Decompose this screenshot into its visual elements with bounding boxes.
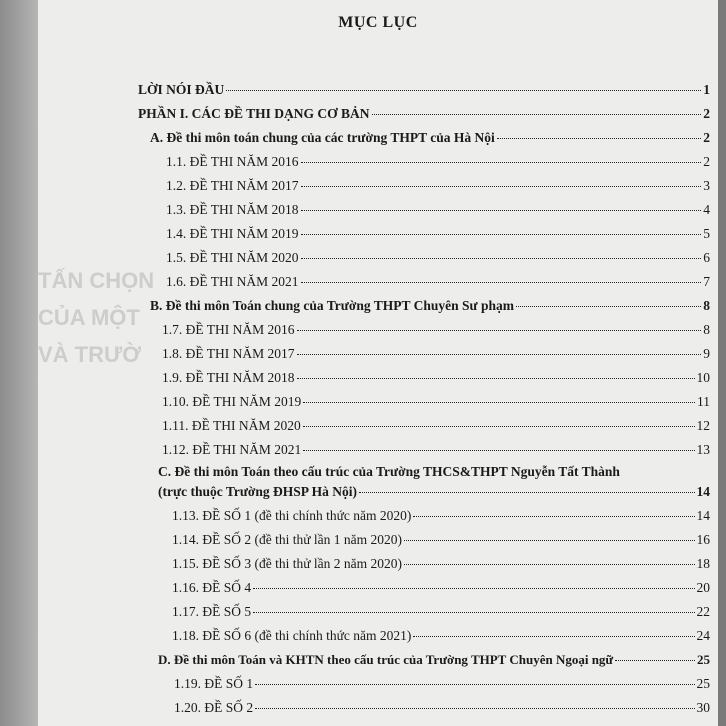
toc-entry[interactable]	[172, 628, 710, 644]
toc-leader-dots	[413, 515, 694, 517]
toc-page-number: 14	[696, 508, 710, 523]
toc-entry-section-a[interactable]	[150, 130, 710, 146]
toc-entry[interactable]	[172, 508, 710, 524]
toc-entry-label: 1.3. ĐỀ THI NĂM 2018	[166, 202, 299, 217]
toc-leader-dots	[301, 161, 702, 163]
toc-page-number: 2	[703, 130, 710, 145]
toc-entry-label: 1.15. ĐỀ SỐ 3 (đề thi thử lần 2 năm 2020)	[172, 556, 403, 571]
toc-entry[interactable]	[162, 322, 710, 338]
toc-entry[interactable]	[166, 154, 710, 170]
bleed-through-text: TẤN CHỌN	[38, 268, 155, 293]
toc-entry[interactable]	[172, 580, 710, 596]
toc-entry-label: PHẦN I. CÁC ĐỀ THI DẠNG CƠ BẢN	[138, 106, 370, 121]
toc-page-number: 11	[697, 394, 710, 409]
toc-page-number: 7	[703, 274, 710, 289]
toc-entry[interactable]	[166, 178, 710, 194]
toc-leader-dots	[301, 257, 702, 259]
toc-leader-dots	[516, 305, 701, 307]
toc-entry-label: 1.18. ĐỀ SỐ 6 (đề thi chính thức năm 2021)	[172, 628, 412, 643]
toc-page-number: 18	[696, 556, 710, 571]
toc-page-number: 22	[696, 604, 710, 619]
toc-entry[interactable]	[174, 676, 710, 692]
toc-entry[interactable]	[172, 532, 710, 548]
toc-entry-section-b[interactable]	[150, 298, 710, 314]
toc-leader-dots	[255, 707, 694, 709]
toc-entry[interactable]	[172, 604, 710, 620]
toc-leader-dots	[301, 209, 702, 211]
toc-page-number: 8	[703, 322, 710, 337]
toc-entry[interactable]	[172, 556, 710, 572]
toc-page-number: 1	[703, 82, 710, 97]
toc-entry-label: 1.19. ĐỀ SỐ 1	[174, 676, 254, 691]
toc-leader-dots	[255, 683, 694, 685]
toc-page-number: 14	[696, 484, 710, 499]
toc-leader-dots	[297, 353, 702, 355]
toc-entry-section-c-line1[interactable]: C. Đề thi môn Toán theo cấu trúc của Trường THCS&THPT Nguyễn Tất Thành	[158, 464, 620, 479]
toc-entry-label: 1.17. ĐỀ SỐ 5	[172, 604, 252, 619]
toc-entry[interactable]	[162, 442, 710, 458]
toc-page-number: 16	[696, 532, 710, 547]
toc-entry-label: D. Đề thi môn Toán và KHTN theo cấu trúc của Trường THPT Chuyên Ngoại ngữ	[158, 652, 614, 667]
toc-leader-dots	[413, 635, 694, 637]
toc-page-number: 6	[703, 250, 710, 265]
toc-entry-section-d[interactable]	[158, 652, 710, 668]
toc-entry-label: 1.10. ĐỀ THI NĂM 2019	[162, 394, 302, 409]
book-spine-shadow	[0, 0, 38, 726]
toc-page-number: 25	[697, 652, 710, 667]
toc-entry-label: 1.8. ĐỀ THI NĂM 2017	[162, 346, 295, 361]
toc-leader-dots	[372, 113, 702, 115]
toc-leader-dots	[497, 137, 702, 139]
toc-leader-dots	[615, 659, 695, 661]
toc-page-number: 2	[703, 154, 710, 169]
toc-entry[interactable]	[166, 226, 710, 242]
toc-page-number: 4	[703, 202, 710, 217]
toc-page-number: 20	[696, 580, 710, 595]
toc-entry[interactable]	[166, 250, 710, 266]
toc-entry-label: B. Đề thi môn Toán chung của Trường THPT Chuyên Sư phạm	[150, 298, 515, 313]
toc-leader-dots	[303, 401, 695, 403]
toc-leader-dots	[301, 281, 702, 283]
toc-entry[interactable]	[166, 274, 710, 290]
toc-leader-dots	[253, 587, 694, 589]
toc-entry-section-c[interactable]	[158, 484, 710, 500]
toc-entry-label: 1.2. ĐỀ THI NĂM 2017	[166, 178, 299, 193]
toc-page-number: 9	[703, 346, 710, 361]
toc-page-number: 3	[703, 178, 710, 193]
toc-page-number: 10	[696, 370, 710, 385]
toc-page-number: 30	[696, 700, 710, 715]
toc-leader-dots	[303, 449, 694, 451]
toc-entry-part-1[interactable]	[138, 106, 710, 122]
toc-page-number: 24	[696, 628, 710, 643]
toc-leader-dots	[301, 185, 702, 187]
toc-leader-dots	[297, 329, 702, 331]
toc-leader-dots	[297, 377, 695, 379]
toc-entry-label: 1.7. ĐỀ THI NĂM 2016	[162, 322, 295, 337]
toc-leader-dots	[253, 611, 694, 613]
page-edge	[718, 0, 726, 726]
toc-entry-label: LỜI NÓI ĐẦU	[138, 82, 225, 97]
toc-entry-label: 1.11. ĐỀ THI NĂM 2020	[162, 418, 301, 433]
toc-entry-label: 1.14. ĐỀ SỐ 2 (đề thi thử lần 1 năm 2020)	[172, 532, 403, 547]
toc-entry[interactable]	[162, 370, 710, 386]
toc-leader-dots	[226, 89, 701, 91]
bleed-through-text: CỦA MỘT	[38, 305, 140, 330]
toc-page-number: 12	[696, 418, 710, 433]
toc-leader-dots	[359, 491, 694, 493]
document-page	[38, 0, 718, 726]
toc-entry[interactable]	[162, 418, 710, 434]
toc-entry-label: 1.6. ĐỀ THI NĂM 2021	[166, 274, 299, 289]
toc-entry[interactable]	[162, 394, 710, 410]
toc-entry-label: 1.13. ĐỀ SỐ 1 (đề thi chính thức năm 2020)	[172, 508, 412, 523]
toc-entry-label: A. Đề thi môn toán chung của các trường THPT của Hà Nội	[150, 130, 495, 145]
toc-entry-label: 1.1. ĐỀ THI NĂM 2016	[166, 154, 299, 169]
toc-entry[interactable]	[174, 700, 710, 716]
toc-page-number: 8	[703, 298, 710, 313]
toc-entry[interactable]	[162, 346, 710, 362]
toc-entry-label: (trực thuộc Trường ĐHSP Hà Nội)	[158, 484, 358, 499]
toc-page-number: 2	[703, 106, 710, 121]
toc-page-number: 5	[703, 226, 710, 241]
toc-entry-label: 1.12. ĐỀ THI NĂM 2021	[162, 442, 302, 457]
toc-entry-label: 1.4. ĐỀ THI NĂM 2019	[166, 226, 299, 241]
page-title: MỤC LỤC	[338, 14, 418, 31]
toc-entry[interactable]	[166, 202, 710, 218]
toc-leader-dots	[303, 425, 695, 427]
bleed-through-text: VÀ TRƯỜ	[38, 342, 142, 367]
toc-entry-label: 1.20. ĐỀ SỐ 2	[174, 700, 254, 715]
toc-page-number: 25	[696, 676, 710, 691]
toc-page-number: 13	[696, 442, 710, 457]
toc-entry-label: 1.16. ĐỀ SỐ 4	[172, 580, 252, 595]
toc-entry-preface[interactable]	[138, 82, 710, 98]
toc-leader-dots	[404, 563, 694, 565]
toc-entry-label: 1.5. ĐỀ THI NĂM 2020	[166, 250, 299, 265]
toc-entry-label: 1.9. ĐỀ THI NĂM 2018	[162, 370, 295, 385]
toc-leader-dots	[404, 539, 694, 541]
toc-leader-dots	[301, 233, 702, 235]
